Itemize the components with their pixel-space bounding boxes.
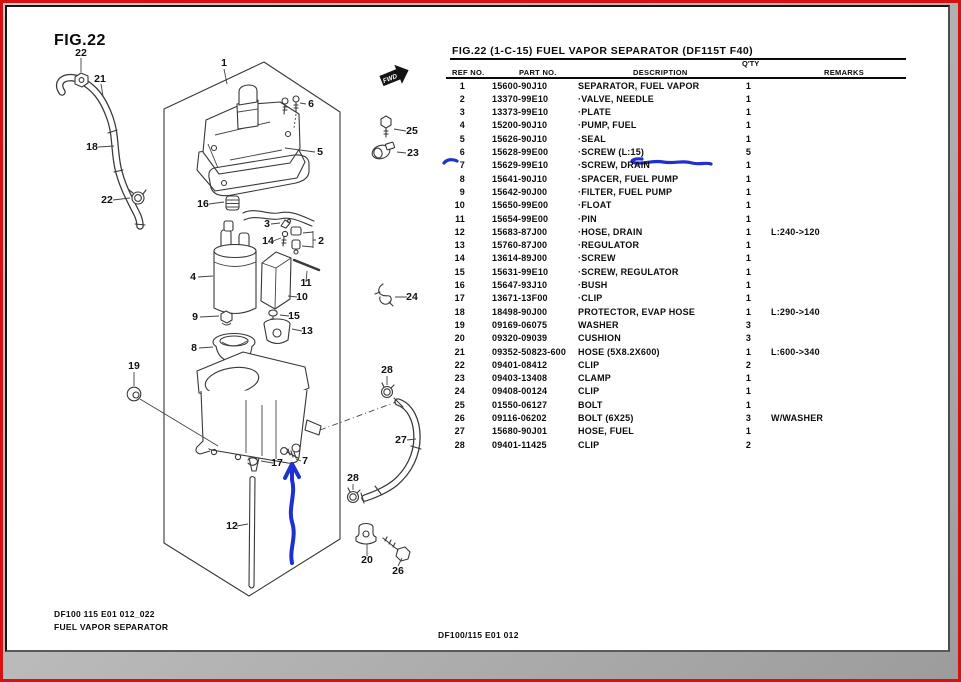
ref-no-cell: 22 xyxy=(454,359,465,370)
part-no-cell: 15683-87J00 xyxy=(492,226,548,237)
description-cell: ·VALVE, NEEDLE xyxy=(578,93,654,104)
ref-no-cell: 27 xyxy=(454,426,465,437)
remarks-cell: L:600->340 xyxy=(771,346,820,357)
table-title: FIG.22 (1-C-15) FUEL VAPOR SEPARATOR (DF115T F40) xyxy=(452,45,754,57)
callout-ref-18: 18 xyxy=(86,141,98,153)
qty-cell: 1 xyxy=(745,346,752,357)
ref-no-cell: 1 xyxy=(459,80,465,91)
part-no-cell: 09408-00124 xyxy=(492,386,548,397)
table-row xyxy=(0,347,961,360)
table-row xyxy=(0,280,961,293)
ref-no-cell: 13 xyxy=(454,240,465,251)
remarks-cell: W/WASHER xyxy=(771,413,824,423)
part-no-cell: 09169-06075 xyxy=(492,319,548,330)
callout-ref-6: 6 xyxy=(308,98,314,110)
qty-cell: 1 xyxy=(745,120,752,131)
callout-ref-4: 4 xyxy=(190,271,196,283)
description-cell: ·FILTER, FUEL PUMP xyxy=(578,186,673,197)
description-cell: ·CLIP xyxy=(578,293,603,304)
part-no-cell: 01550-06127 xyxy=(492,399,548,410)
table-row xyxy=(0,307,961,320)
callout-ref-7: 7 xyxy=(302,455,308,467)
part-no-cell: 15641-90J10 xyxy=(492,173,548,184)
description-cell: ·SCREW xyxy=(578,253,616,264)
table-row xyxy=(0,440,961,453)
callout-ref-25: 25 xyxy=(406,125,418,137)
drain-hose-12 xyxy=(249,477,255,589)
ref-no-cell: 15 xyxy=(454,266,465,277)
part-no-cell: 15631-99E10 xyxy=(492,266,549,277)
table-row xyxy=(0,134,961,147)
description-cell: ·REGULATOR xyxy=(578,240,640,251)
description-cell: ·HOSE, DRAIN xyxy=(578,226,643,237)
part-no-cell: 15654-99E00 xyxy=(492,213,549,224)
part-no-cell: 15642-90J00 xyxy=(492,186,548,197)
description-cell: ·SPACER, FUEL PUMP xyxy=(578,173,679,184)
description-cell: CUSHION xyxy=(578,333,621,344)
ref-no-cell: 7 xyxy=(459,160,465,171)
table-row xyxy=(0,187,961,200)
table-row xyxy=(0,240,961,253)
table-row xyxy=(0,360,961,373)
bolt-26-icon xyxy=(383,537,410,561)
description-cell: ·PIN xyxy=(578,213,597,224)
callout-ref-24: 24 xyxy=(406,291,418,303)
qty-cell: 1 xyxy=(745,107,752,118)
part-no-cell: 15626-90J10 xyxy=(492,133,548,144)
cushion-20-icon xyxy=(356,524,376,545)
ref-no-cell: 4 xyxy=(459,120,465,131)
part-no-cell: 13671-13F00 xyxy=(492,293,548,304)
callout-ref-26: 26 xyxy=(392,565,404,577)
qty-cell: 1 xyxy=(745,213,752,224)
table-row xyxy=(0,413,961,426)
callout-ref-8: 8 xyxy=(191,342,197,354)
part-no-cell: 15629-99E10 xyxy=(492,160,549,171)
ref-no-cell: 10 xyxy=(454,200,465,211)
part-no-cell: 15628-99E00 xyxy=(492,147,549,157)
description-cell: HOSE, FUEL xyxy=(578,426,635,437)
table-row xyxy=(0,333,961,346)
callout-ref-13: 13 xyxy=(301,325,313,337)
qty-cell: 1 xyxy=(745,386,752,397)
callout-ref-1: 1 xyxy=(221,57,227,69)
footer-doc-code: DF100 115 E01 012_022 xyxy=(54,609,155,619)
part-no-cell: 13614-89J00 xyxy=(492,253,548,264)
ref-no-cell: 24 xyxy=(454,386,465,397)
ref-no-cell: 23 xyxy=(454,373,465,384)
table-row xyxy=(0,120,961,133)
footer-doc-title: FUEL VAPOR SEPARATOR xyxy=(54,622,169,632)
footer-model-code: DF100/115 E01 012 xyxy=(438,630,519,640)
callout-ref-22: 22 xyxy=(101,194,113,206)
ref-no-cell: 18 xyxy=(454,306,465,317)
description-cell: ·SCREW (L:15) xyxy=(578,147,645,157)
callout-ref-16: 16 xyxy=(197,198,209,210)
figure-label: FIG.22 xyxy=(54,32,106,49)
qty-cell: 2 xyxy=(745,359,752,370)
qty-cell: 1 xyxy=(745,226,752,237)
description-cell: CLIP xyxy=(578,439,600,450)
part-no-cell: 18498-90J00 xyxy=(492,306,548,317)
part-no-cell: 13370-99E10 xyxy=(492,93,549,104)
callout-ref-2: 2 xyxy=(318,235,324,247)
qty-cell: 1 xyxy=(745,200,752,211)
callout-ref-23: 23 xyxy=(407,147,419,159)
qty-cell: 3 xyxy=(745,333,752,344)
table-row xyxy=(0,81,961,94)
ref-no-cell: 14 xyxy=(454,253,465,264)
ref-no-cell: 25 xyxy=(454,399,465,410)
qty-cell: 1 xyxy=(745,253,752,264)
table-row xyxy=(0,386,961,399)
qty-cell: 3 xyxy=(745,413,752,423)
part-no-cell: 09401-08412 xyxy=(492,359,548,370)
part-no-cell: 15647-93J10 xyxy=(492,280,548,290)
table-row xyxy=(0,373,961,386)
header-rule xyxy=(446,77,906,79)
part-no-cell: 15600-90J10 xyxy=(492,80,548,91)
description-cell: WASHER xyxy=(578,319,619,330)
column-header-ref: REF NO. xyxy=(452,68,485,77)
ref-no-cell: 3 xyxy=(459,107,465,118)
description-cell: ·PLATE xyxy=(578,107,612,118)
table-row xyxy=(0,200,961,213)
ref-no-cell: 20 xyxy=(454,333,465,344)
part-no-cell: 09116-06202 xyxy=(492,413,547,423)
table-row xyxy=(0,426,961,439)
ref-no-cell: 9 xyxy=(459,186,465,197)
remarks-cell: L:240->120 xyxy=(771,226,820,237)
qty-cell: 1 xyxy=(745,240,752,251)
ref-no-cell: 5 xyxy=(459,133,465,144)
callout-ref-5: 5 xyxy=(317,146,323,158)
callout-ref-15: 15 xyxy=(288,310,300,322)
table-row xyxy=(0,94,961,107)
column-header-qty: Q'TY xyxy=(742,59,760,68)
title-rule xyxy=(450,58,906,60)
table-row xyxy=(0,267,961,280)
description-cell: BOLT (6X25) xyxy=(578,413,634,423)
table-row xyxy=(0,160,961,173)
table-row xyxy=(0,293,961,306)
description-cell: ·BUSH xyxy=(578,280,608,290)
ref-no-cell: 17 xyxy=(454,293,465,304)
qty-cell: 1 xyxy=(745,133,752,144)
qty-cell: 1 xyxy=(745,186,752,197)
table-row xyxy=(0,147,961,160)
qty-cell: 1 xyxy=(745,293,752,304)
description-cell: HOSE (5X8.2X600) xyxy=(578,346,660,357)
qty-cell: 1 xyxy=(745,266,752,277)
part-no-cell: 13373-99E10 xyxy=(492,107,549,118)
callout-ref-10: 10 xyxy=(296,291,308,303)
table-row xyxy=(0,227,961,240)
part-no-cell: 09403-13408 xyxy=(492,373,548,384)
qty-cell: 1 xyxy=(745,80,752,91)
table-row xyxy=(0,320,961,333)
part-no-cell: 09352-50823-600 xyxy=(492,346,567,357)
description-cell: CLIP xyxy=(578,386,600,397)
ref-no-cell: 19 xyxy=(454,319,465,330)
table-row xyxy=(0,253,961,266)
qty-cell: 1 xyxy=(745,160,752,171)
callout-ref-27: 27 xyxy=(395,434,407,446)
callout-ref-19: 19 xyxy=(128,360,140,372)
remarks-cell: L:290->140 xyxy=(771,306,820,317)
callout-ref-11: 11 xyxy=(300,277,312,289)
ref-no-cell: 11 xyxy=(455,213,465,224)
part-no-cell: 09320-09039 xyxy=(492,333,548,344)
description-cell: ·FLOAT xyxy=(578,200,612,211)
callout-ref-17: 17 xyxy=(271,457,283,469)
qty-cell: 3 xyxy=(745,319,752,330)
table-row xyxy=(0,214,961,227)
part-no-cell: 09401-11425 xyxy=(492,439,547,450)
callout-ref-28: 28 xyxy=(347,472,359,484)
column-header-description: DESCRIPTION xyxy=(633,68,688,77)
ref-no-cell: 2 xyxy=(459,93,465,104)
callout-ref-14: 14 xyxy=(262,235,274,247)
qty-cell: 2 xyxy=(745,439,752,450)
description-cell: ·SCREW, DRAIN xyxy=(578,160,651,171)
callout-ref-28: 28 xyxy=(381,364,393,376)
qty-cell: 1 xyxy=(745,373,752,384)
callout-ref-20: 20 xyxy=(361,554,373,566)
ref-no-cell: 26 xyxy=(454,413,465,423)
ref-no-cell: 16 xyxy=(454,280,465,290)
part-no-cell: 15680-90J01 xyxy=(492,426,548,437)
fwd-label: FWD xyxy=(382,72,399,85)
description-cell: CLIP xyxy=(578,359,600,370)
ref-no-cell: 28 xyxy=(454,439,465,450)
table-row xyxy=(0,400,961,413)
description-cell: BOLT xyxy=(578,399,603,410)
callout-ref-22: 22 xyxy=(75,47,87,59)
callout-ref-9: 9 xyxy=(192,311,198,323)
ref-no-cell: 6 xyxy=(459,147,465,157)
ref-no-cell: 8 xyxy=(459,173,465,184)
table-row xyxy=(0,107,961,120)
part-no-cell: 15650-99E00 xyxy=(492,200,549,211)
callout-ref-12: 12 xyxy=(226,520,238,532)
qty-cell: 1 xyxy=(745,306,752,317)
description-cell: ·PUMP, FUEL xyxy=(578,120,637,131)
description-cell: PROTECTOR, EVAP HOSE xyxy=(578,306,696,317)
part-no-cell: 15200-90J10 xyxy=(492,120,548,131)
ref-no-cell: 21 xyxy=(454,346,465,357)
qty-cell: 5 xyxy=(745,147,752,157)
table-row xyxy=(0,174,961,187)
qty-cell: 1 xyxy=(745,426,752,437)
callout-ref-3: 3 xyxy=(264,218,270,230)
ref-no-cell: 12 xyxy=(454,226,465,237)
description-cell: ·SEAL xyxy=(578,133,606,144)
qty-cell: 1 xyxy=(745,173,752,184)
qty-cell: 1 xyxy=(745,280,752,290)
qty-cell: 1 xyxy=(745,93,752,104)
description-cell: ·SCREW, REGULATOR xyxy=(578,266,679,277)
qty-cell: 1 xyxy=(745,399,752,410)
clamp-28-icon xyxy=(348,488,361,503)
callout-ref-21: 21 xyxy=(94,73,106,85)
pen-arrow-to-part-7 xyxy=(291,467,294,563)
column-header-remarks: REMARKS xyxy=(824,68,865,77)
part-no-cell: 15760-87J00 xyxy=(492,240,548,251)
description-cell: CLAMP xyxy=(578,373,611,384)
description-cell: SEPARATOR, FUEL VAPOR xyxy=(578,80,700,91)
column-header-part: PART NO. xyxy=(519,68,557,77)
